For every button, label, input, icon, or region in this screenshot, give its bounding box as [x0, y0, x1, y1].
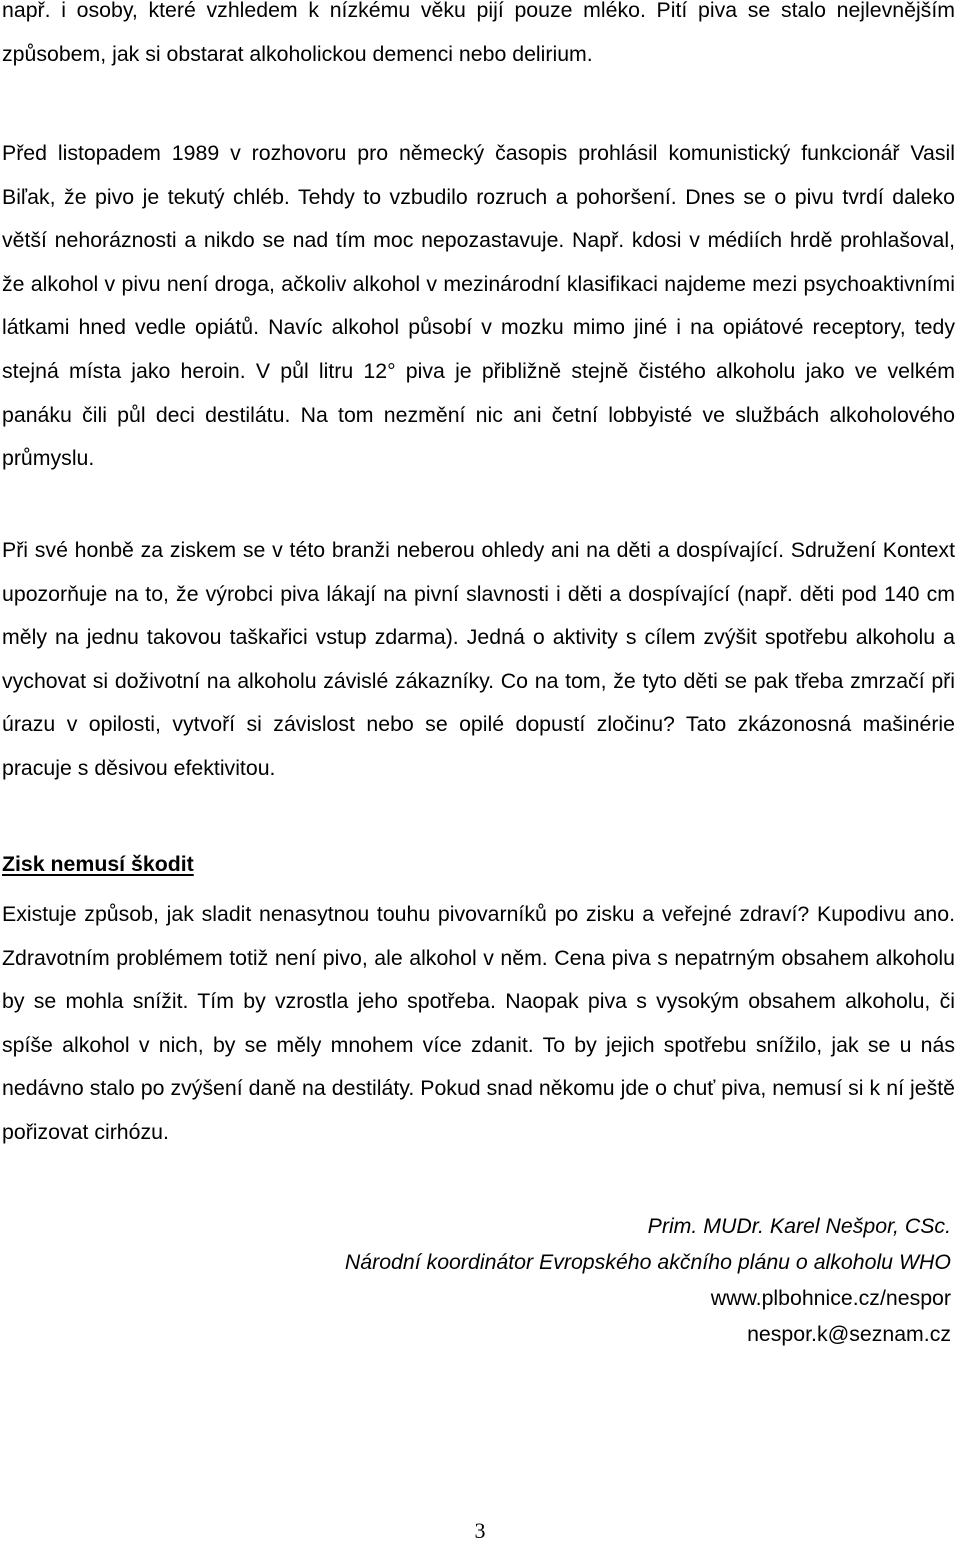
page-number: 3	[474, 1518, 486, 1543]
paragraph-intro: např. i osoby, které vzhledem k nízkému věku pijí pouze mléko. Pití piva se stalo nejlevnějším způsobem, jak si obstarat alkoholickou demenci nebo delirium.	[2, 0, 955, 66]
paragraph-children: Při své honbě za ziskem se v této branži neberou ohledy ani na děti a dospívající. Sdružení Kontext upozorňuje na to, že výrobci piva lákají na pivní slavnosti i děti a dospívající (např. děti pod 140 cm měly na jednu takovou taškařici vstup zdarma). Jedná o aktivity s cílem zvýšit spotřebu alkoholu a vychovat si doživotní na alkoholu závislé zákazníky. Co na tom, že tyto děti se pak třeba zmrzačí při úrazu v opilosti, vytvoří si závislost nebo se opilé dopustí zločinu? Tato zkázonosná mašinérie pracuje s děsivou efektivitou.	[2, 538, 955, 780]
author-role: Národní koordinátor Evropského akčního plánu o alkoholu WHO	[344, 1250, 951, 1274]
section-heading: Zisk nemusí škodit	[2, 852, 194, 876]
author-name: Prim. MUDr. Karel Nešpor, CSc.	[647, 1214, 951, 1238]
signature-block	[345, 1208, 951, 1352]
author-website: www.plbohnice.cz/nespor	[710, 1286, 951, 1310]
paragraph-profit: Existuje způsob, jak sladit nenasytnou touhu pivovarníků po zisku a veřejné zdraví? Kupodivu ano. Zdravotním problémem totiž není pivo, ale alkohol v něm. Cena piva s nepatrným obsahem alkoholu by se mohla snížit. Tím by vzrostla jeho spotřeba. Naopak piva s vysokým obsahem alkoholu, či spíše alkohol v nich, by se měly mnohem více zdanit. To by jejich spotřebu snížilo, jak se u nás nedávno stalo po zvýšení daně na destiláty. Pokud snad někomu jde o chuť piva, nemusí si k ní ještě pořizovat cirhózu.	[2, 902, 955, 1144]
author-email: nespor.k@seznam.cz	[747, 1322, 951, 1346]
paragraph-bilak: Před listopadem 1989 v rozhovoru pro německý časopis prohlásil komunistický funkcionář Vasil Biľak, že pivo je tekutý chléb. Tehdy to vzbudilo rozruch a pohoršení. Dnes se o pivu tvrdí daleko větší nehoráznosti a nikdo se nad tím moc nepozastavuje. Např. kdosi v médiích hrdě prohlašoval, že alkohol v pivu není droga, ačkoliv alkohol v mezinárodní klasifikaci najdeme mezi psychoaktivními látkami hned vedle opiátů. Navíc alkohol působí v mozku mimo jiné i na opiátové receptory, tedy stejná místa jako heroin. V půl litru 12° piva je přibližně stejně čistého alkoholu jako ve velkém panáku čili půl deci destilátu. Na tom nezmění nic ani četní lobbyisté ve službách alkoholového průmyslu.	[2, 141, 955, 471]
